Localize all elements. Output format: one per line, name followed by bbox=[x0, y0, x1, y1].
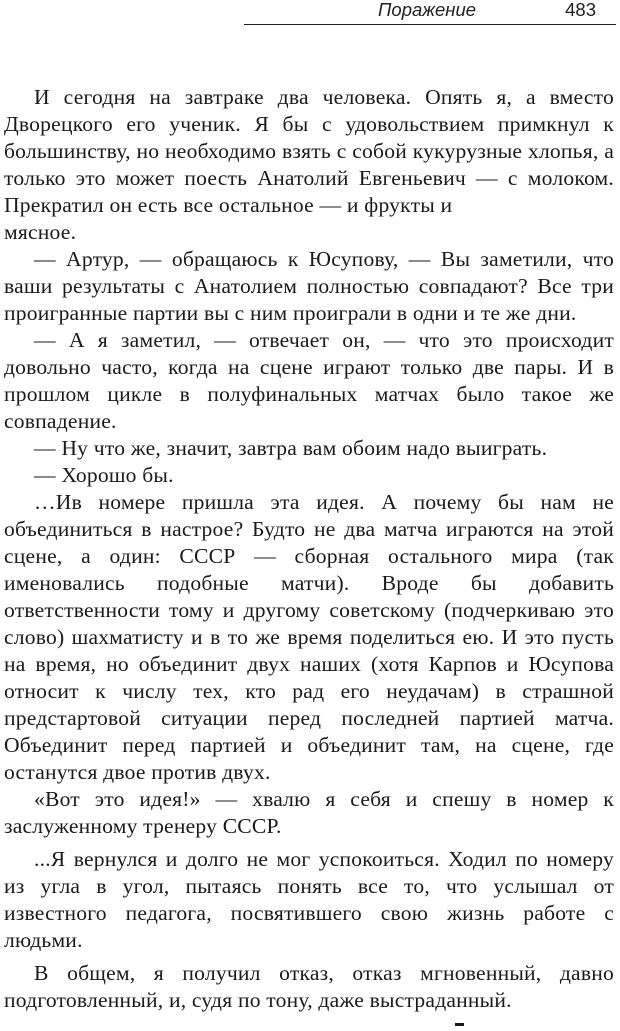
paragraph: «Вот это идея!» — хвалю я себя и спешу в номер к заслуженному тренеру СССР. bbox=[4, 787, 614, 838]
page-number: 483 bbox=[565, 0, 596, 20]
paragraph: В общем, я получил отказ, отказ мгновенный, давно подготовленный, и, судя по тону, даже выстраданный. bbox=[4, 961, 614, 1012]
body-text bbox=[4, 84, 614, 1014]
paragraph: — А я заметил, — отвечает он, — что это происходит довольно часто, когда на сцене играют только две пары. И в прошлом цикле в полуфинальных матчах было такое же совпадение. bbox=[4, 328, 614, 433]
paragraph: И сегодня на завтраке два человека. Опять я, а вместо Дворецкого его ученик. Я бы с удовольствием примкнул к большинству, но необходимо взять с собой кукурузные хлопья, а только это может поесть Анатолий Евгеньевич — с молоком. Прекратил он есть все остальное — и фрукты и bbox=[4, 85, 614, 217]
paragraph: …Ив номере пришла эта идея. А почему бы нам не объединиться в настрое? Будто не два матча играются на этой сцене, а один: СССР — сборная остального мира (так именовались подобные матчи). Вроде бы добавить ответственности тому и другому советскому (подчеркиваю это слово) шахматисту и в то же время поделиться ею. И это пусть на время, но объединит двух наших (хотя Карпов и Юсупова относит к числу тех, кто рад его неудачам) в страшной предстартовой ситуации перед последней партией матча. Объединит перед партией и объединит там, на сцене, где останутся двое против двух. bbox=[4, 490, 614, 784]
paragraph: — Хорошо бы. bbox=[34, 463, 174, 487]
running-title: Поражение bbox=[378, 0, 477, 20]
running-header bbox=[244, 0, 616, 25]
footer-mark bbox=[455, 1023, 464, 1026]
paragraph: ...Я вернулся и долго не мог успокоиться. Ходил по номеру из угла в угол, пытаясь понять все то, что услышал от известного педагога, посвятившего свою жизнь работе с людьми. bbox=[4, 847, 614, 952]
paragraph: — Артур, — обращаюсь к Юсупову, — Вы заметили, что ваши результаты с Анатолием полностью совпадают? Все три проигранные партии вы с ним проиграли в одни и те же дни. bbox=[4, 247, 614, 325]
paragraph: — Ну что же, значит, завтра вам обоим надо выиграть. bbox=[34, 436, 548, 460]
paragraph: мясное. bbox=[4, 220, 77, 244]
